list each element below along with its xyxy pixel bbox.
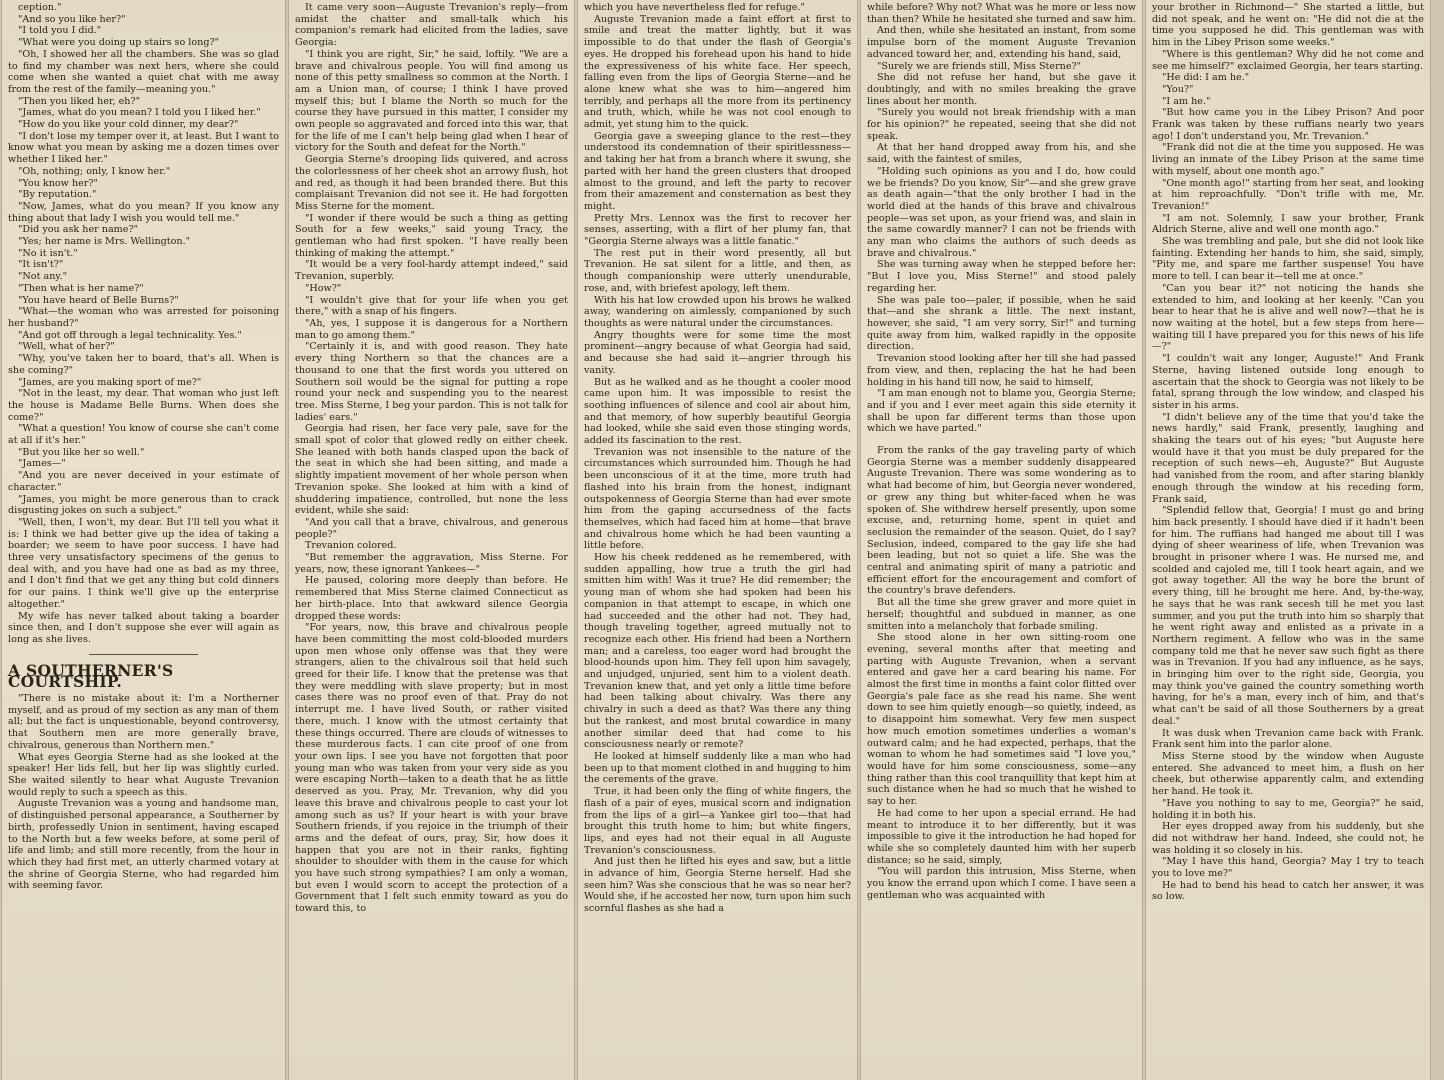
column-5: [1145, 0, 1431, 1080]
paragraph: "What—the woman who was arrested for poisoning her husband?": [8, 306, 279, 329]
paragraph: "James, you might be more generous than to crack disgusting jokes on such a subject.": [8, 493, 279, 517]
paragraph: your brother in Richmond—" She started a little, but did not speak, and he went on: "He did not die at the time you supposed he did. This gentleman was with him in the Libey Prison some weeks.": [1152, 2, 1424, 49]
paragraph: Angry thoughts were for some time the most prominent—angry because of what Georgia had said, and because she had said it—angrier through his vanity.: [584, 329, 851, 376]
paragraph: Her eyes dropped away from his suddenly, but she did not withdraw her hand. Indeed, she could not, he was holding it so closely in his.: [1152, 821, 1424, 856]
paragraph: She was trembling and pale, but she did not look like fainting. Extending her hands to him, she said, simply, "Pity me, and spare me farther suspense! You have more to tell. I can bear it—tell me at once.": [1152, 236, 1424, 283]
paragraph: "Then you liked her, eh?": [18, 95, 141, 107]
paragraph: "And you are never deceived in your estimate of character.": [8, 470, 279, 493]
paragraph: "But remember the aggravation, Miss Sterne. For years, now, these ignorant Yankees—": [295, 552, 568, 575]
paragraph: He paused, coloring more deeply than before. He remembered that Miss Sterne claimed Connecticut as her birth-place. Into that awkward silence Georgia dropped these words:: [295, 575, 568, 622]
paragraph: But as he walked and as he thought a cooler mood came upon him. It was impossible to resist the soothing influences of silence and cool air about him, and that memory, of how superbly beautiful Georgia had looked, while she said even those stinging words, added its fascination to the rest.: [584, 376, 851, 447]
paragraph: "And so you like her?": [18, 13, 126, 25]
column-1: [1, 0, 286, 1080]
paragraph: "Ah, yes, I suppose it is dangerous for a Northern man to go among them.": [295, 317, 568, 341]
paragraph: Georgia had risen, her face very pale, save for the small spot of color that glowed redly on either cheek. She leaned with both hands clasped upon the back of the seat in which she had been sitting, and made a slightly impatient movement of her whole person when Trevanion spoke. She looked at him with a kind of shuddering impatience, controlled, but none the less evident, while she said:: [295, 423, 568, 517]
paragraph: Pretty Mrs. Lennox was the first to recover her senses, asserting, with a flirt of her plumy fan, that "Georgia Sterne always was a little fanatic.": [584, 212, 851, 248]
paragraph: "You know her?": [18, 177, 98, 189]
paragraph: He looked at himself suddenly like a man who had been up to that moment clothed in and hugging to him the cerements of the grave.: [584, 751, 851, 786]
paragraph: "Yes; her name is Mrs. Wellington.": [18, 236, 191, 248]
paragraph: She was pale too—paler, if possible, when he said that—and she shrank a little. The next instant, however, she said, "I am very sorry, Sir!" and turning quite away from him, walked rapidly in the opposite direction.: [867, 294, 1136, 353]
paragraph: "Well, what of her?": [18, 341, 115, 353]
paragraph: My wife has never talked about taking a boarder since then, and I don't suppose she ever will again as long as she lives.: [8, 610, 279, 645]
article-headline: A SOUTHERNER'S COURTSHIP.: [8, 660, 174, 692]
paragraph: "I couldn't wait any longer, Auguste!" And Frank Sterne, having listened outside long enough to ascertain that the shock to Georgia was not likely to be fatal, sprang through the low window, and clasped his sister in his arms.: [1152, 353, 1424, 411]
paragraph: "You?": [1162, 83, 1194, 95]
section-break: [867, 435, 1136, 445]
paragraph: Miss Sterne stood by the window when Auguste entered. She advanced to meet him, a flush on her cheek, but otherwise apparently calm, and extending her hand. He took it.: [1152, 751, 1424, 798]
paragraph: And just then he lifted his eyes and saw, but a little in advance of him, Georgia Sterne herself. Had she seen him? Was she conscious that he was so near her? Would she, if he accosted her now, turn upon him such scornful flashes as she had a: [584, 856, 851, 915]
paragraph: "What were you doing up stairs so long?": [18, 37, 220, 49]
paragraph: "You have heard of Belle Burns?": [18, 294, 179, 306]
paragraph: Georgia Sterne's drooping lids quivered, and across the colorlessness of her cheek shot an arrowy flush, hot and red, as though it had been branded there. But this complaisant Trevanion did not see it. He had forgotten Miss Sterne for the moment.: [295, 154, 568, 212]
paragraph: "Certainly it is, and with good reason. They hate every thing Northern so that the chances are a thousand to one that the first words you uttered on Southern soil would be the signal for putting a rope round your neck and suspending you to the nearest tree. Miss Sterne, I beg your pardon. This is not talk for ladies' ears.": [295, 341, 568, 423]
paragraph: "I told you I did.": [18, 25, 102, 37]
paragraph: while before? Why not? What was he more or less now than then? While he hesitated she turned and saw him.: [867, 2, 1136, 25]
paragraph: "I don't lose my temper over it, at least. But I want to know what you mean by asking me a dozen times over whether I liked her.": [8, 130, 279, 166]
paragraph: "Well, then, I won't, my dear. But I'll tell you what it is: I think we had better give up the idea of taking a boarder; we seem to have poor success. I have had three very unsatisfactory specimens of the genus to deal with, and you have had one as bad as my three, and I don't find that we get any thing but cold dinners for our pains. I think we'll give up the enterprise altogether.": [8, 516, 279, 610]
paragraph: "May I have this hand, Georgia? May I try to teach you to love me?": [1152, 856, 1424, 880]
paragraph: "By reputation.": [18, 189, 97, 201]
paragraph: "You will pardon this intrusion, Miss Sterne, when you know the errand upon which I come. I have seen a gentleman who was acquainted with: [867, 866, 1136, 901]
paragraph: She did not refuse her hand, but she gave it doubtingly, and with no smiles breaking the grave lines about her month.: [867, 72, 1136, 107]
paragraph: "James—": [18, 458, 66, 470]
paragraph: He had come to her upon a special errand. He had meant to introduce it to her differently, but it was impossible to give it the introduction he had hoped for while she so completely daunted him with her superb distance; so he said, simply,: [867, 807, 1136, 866]
paragraph: "But you like her so well.": [18, 446, 145, 458]
paragraph: "Not in the least, my dear. That woman who just left the house is Madame Belle Burns. When does she come?": [8, 388, 279, 423]
column-3: [577, 0, 858, 1080]
paragraph: "I wouldn't give that for your life when you get there," with a snap of his fingers.: [295, 294, 568, 318]
paragraph: "Did you ask her name?": [18, 224, 139, 236]
paragraph: It came very soon—Auguste Trevanion's reply—from amidst the chatter and small-talk which his companion's remark had elicited from the ladies, save Georgia:: [295, 2, 568, 49]
paragraph: He had to bend his head to catch her answer, it was so low.: [1152, 879, 1424, 903]
paragraph: "James, are you making sport of me?": [18, 376, 202, 388]
paragraph: With his hat low crowded upon his brows he walked away, wandering on aimlessly, companioned by such thoughts as were natural under the circumstances.: [584, 294, 851, 329]
paragraph: "Surely we are friends still, Miss Sterne?": [877, 60, 1082, 72]
paragraph: Auguste Trevanion was a young and handsome man, of distinguished personal appearance, a Southerner by birth, professedly Union in sentiment, having escaped to the North but a few weeks before, at some peril of life and limb; and still more recently, from the hour in which they had first met, an utterly charmed votary at the shrine of Georgia Sterne, who had regarded him with seeming favor.: [8, 798, 279, 892]
paragraph: "I think you are right, Sir," he said, loftily. "We are a brave and chivalrous people. You will find among us none of this petty smallness so common at the North. I am a Union man, of course; I think I have proved myself this; but I blame the North so much for the course they have pursued in this matter, I consider my own people so aggravated and forced into this war, that for the life of me I can't help being glad when I hear of victory for the South and defeat for the North.": [295, 48, 568, 154]
paragraph: "Oh, nothing; only, I know her.": [18, 165, 171, 177]
paragraph: "It isn't?": [18, 259, 64, 271]
paragraph: "I am he.": [1162, 95, 1211, 107]
paragraph: which you have nevertheless fled for refuge.": [584, 2, 805, 13]
paragraph: The rest put in their word presently, all but Trevanion. He sat silent for a little, and then, as though companionship were utterly unendurable, rose, and, with briefest apology, left them.: [584, 247, 851, 294]
paragraph: "Where is this gentleman? Why did he not come and see me himself?" exclaimed Georgia, her tears starting.: [1152, 48, 1424, 72]
paragraph: How his cheek reddened as he remembered, with sudden appalling, how true a truth the girl had smitten him with! Was it true? He did remember; the young man of whom she had spoken had been his companion in that attempt to escape, in which one had succeeded and the other had not. They had, though traveling together, agreed mutually not to recognize each other. His friend had been a Northern man; and a careless, too eager word had brought the blood-hounds upon him. They fell upon him savagely, and unjudged, unjuried, sent him to a violent death. Trevanion knew that, and yet only a little time before had been talking about chivalry. Was there any chivalry in such a deed as that? Was there any thing but the rankest, and most brutal cowardice in many another similar deed that had come to his consciousness nearly or remote?: [584, 552, 851, 751]
paragraph: "I didn't believe any of the time that you'd take the news hardly," said Frank, presently, laughing and shaking the tears out of his eyes; "but Auguste here would have it that you must be duly prepared for the reception of such news—eh, Auguste?" But Auguste had vanished from the room, and after staring blankly enough through the window at his receding form, Frank said,: [1152, 411, 1424, 505]
section-divider: [89, 654, 197, 655]
paragraph: "Surely you would not break friendship with a man for his opinion?" he repeated, seeing that she did not speak.: [867, 107, 1136, 142]
paragraph: "James, what do you mean? I told you I liked her.": [18, 107, 261, 119]
column-2: [288, 0, 575, 1080]
paragraph: True, it had been only the fling of white fingers, the flash of a pair of eyes, musical scorn and indignation from the lips of a girl—a Yankee girl too—that had brought this truth home to him; but white fingers, lips, and eyes had not their equal in all Auguste Trevanion's consciousness.: [584, 786, 851, 856]
paragraph: Trevanion was not insensible to the nature of the circumstances which surrounded him. Though he had been unconscious of it at the time, more truth had flashed into his brain from the honest, indignant outspokenness of Georgia Sterne than had ever smote him from the gaping accursedness of the facts themselves, which had faced him at home—that brave and chivalrous home which he had been vaunting a little before.: [584, 446, 851, 552]
paragraph: "Have you nothing to say to me, Georgia?" he said, holding it in both his.: [1152, 797, 1424, 821]
paragraph: "Splendid fellow that, Georgia! I must go and bring him back presently. I should have died if it hadn't been for him. The ruffians had hanged me about till I was dying of sheer weariness of life, when Trevanion was brought in prisoner where I was. He nursed me, and scolded and cajoled me, till I took heart again, and we got away together. All the way he bore the brunt of every thing, till he brought me here. And, by-the-way, he says that he was rank secesh till he met you last summer, and you put the truth into him so sharply that he went right away and enlisted as a private in a Northern regiment. A fellow who was in the same company told me that he never saw such fight as there was in Trevanion. If you had any influence, as he says, in bringing him over to the right side, Georgia, you may think you've gained the country something worth having, for he's a man, every inch of him, and that's what can't be said of all those Southerners by a great deal.": [1152, 505, 1424, 727]
paragraph: "How do you like your cold dinner, my dear?": [18, 119, 239, 131]
paragraph: Trevanion colored.: [305, 540, 397, 552]
paragraph: "No it isn't.": [18, 247, 78, 259]
paragraph: Trevanion stood looking after her till she had passed from view, and then, replacing the hat he had been holding in his hand till now, he said to himself,: [867, 353, 1136, 388]
paragraph: Georgia gave a sweeping glance to the rest—they understood its condemnation of their spiritlessness—and taking her hat from a branch where it swung, she parted with her hand the green clusters that drooped almost to the ground, and left the party to recover from their amazement and consternation as best they might.: [584, 130, 851, 212]
paragraph: From the ranks of the gay traveling party of which Georgia Sterne was a member suddenly disappeared Auguste Trevanion. There was some wondering as to what had become of him, but Georgia never wondered, or grew any thing but whiter-faced when he was spoken of. She withdrew herself presently, upon some excuse, and, returning home, spent in quiet and seclusion the remainder of the season. Quiet, do I say? Seclusion, indeed, compared to the gay life she had been leading, but not so quiet a life. She was the central and animating spirit of many a patriotic and efficient effort for the encouragement and comfort of the country's brave defenders.: [867, 445, 1136, 597]
paragraph: "Frank did not die at the time you supposed. He was living an inmate of the Libey Prison at the same time with myself, about one month ago.": [1152, 142, 1424, 177]
paragraph: "Now, James, what do you mean? If you know any thing about that lady I wish you would tell me.": [8, 200, 279, 224]
paragraph: Auguste Trevanion made a faint effort at first to smile and treat the matter lightly, but it was impossible to do that under the flash of Georgia's eyes. He dropped his forehead upon his hand to hide the expressiveness of his white face. Her speech, falling even from the lips of Georgia Sterne—and he alone knew what she was to him—angered him terribly, and perhaps all the more from its pertinency and truth, which, while he was not cool enough to admit, yet stung him to the quick.: [584, 13, 851, 131]
paragraph: "Not any.": [18, 271, 67, 283]
paragraph: "How?": [305, 282, 342, 294]
paragraph: "Then what is her name?": [18, 282, 144, 294]
paragraph: At that her hand dropped away from his, and she said, with the faintest of smiles,: [867, 142, 1136, 166]
paragraph: "But how came you in the Libey Prison? And poor Frank was taken by these ruffians nearly two years ago! I don't understand you, Mr. Trevanion.": [1152, 107, 1424, 142]
paragraph: "I am man enough not to blame you, Georgia Sterne; and if you and I ever meet again this side eternity it shall be upon far different terms than those upon which we have parted.": [867, 388, 1136, 435]
paragraph: She stood alone in her own sitting-room one evening, several months after that meeting and parting with Auguste Trevanion, when a servant entered and gave her a card bearing his name. For almost the first time in months a faint color flitted over Georgia's pale face as she read his name. She went down to see him quietly enough—so quietly, indeed, as to disappoint him somewhat. Very few men suspect how much emotion sometimes underlies a woman's outward calm; and he had expected, perhaps, that the woman to whom he had sometimes said "I love you," would have for him some consciousness, some—any thing rather than this cool tranquillity that kept him at such distance when he had so much that he wished to say to her.: [867, 632, 1136, 808]
paragraph: "I wonder if there would be such a thing as getting South for a few weeks," said young Tracy, the gentleman who had first spoken. "I have really been thinking of making the attempt.": [295, 212, 568, 259]
paragraph: "Holding such opinions as you and I do, how could we be friends? Do you know, Sir"—and she grew grave as death again—"that the only brother I had in the world died at the hands of this brave and chivalrous people—was set upon, as your friend was, and slain in the same cowardly manner? I can not be friends with any man who claims the authors of such deeds as brave and chivalrous.": [867, 165, 1136, 259]
paragraph: She was turning away when he stepped before her: "But I love you, Miss Sterne!" and stood palely regarding her.: [867, 259, 1136, 294]
paragraph: It was dusk when Trevanion came back with Frank. Frank sent him into the parlor alone.: [1152, 727, 1424, 751]
paragraph: "What a question! You know of course she can't come at all if it's her.": [8, 423, 279, 447]
paragraph: What eyes Georgia Sterne had as she looked at the speaker! Her lids fell, but her lip was slightly curled. She waited silently to hear what Auguste Trevanion would reply to such a speech as this.: [8, 751, 279, 798]
paragraph: "For years, now, this brave and chivalrous people have been committing the most cold-blooded murders upon men whose only offense was that they were strangers, alien to the chivalrous soil that held such greed for their life. I know that the pretense was that they were meddling with slave property; but in most cases there was no proof even of that. Pray do not interrupt me. I have lived South, or rather visited there, much. I know with the utmost certainty that these things occurred. There are clouds of witnesses to these murderous facts. I can cite proof of one from your own lips. I see you have not forgotten that poor young man who was taken from your very side as you were escaping North—taken to a death that he as little deserved as you. Pray, Mr. Trevanion, why did you leave this brave and chivalrous people to cast your lot among such as us? If your heart is with your brave Southern friends, if you rejoice in the triumph of their arms and the defeat of ours, pray, Sir, how does it happen that you are not in their ranks, fighting shoulder to shoulder with them in the cause for which you have such strong sympathies? I am only a woman, but even I would scorn to accept the protection of a Government that I felt such enmity toward as you do toward this, to: [295, 622, 568, 915]
paragraph: "There is no mistake about it: I'm a Northerner myself, and as proud of my section as any man of them all; but the fact is unquestionable, beyond controversy, that Southern men are more generally brave, chivalrous, generous than Northern men.": [8, 693, 279, 751]
paragraph: "Can you bear it?" not noticing the hands she extended to him, and looking at her keenly. "Can you bear to hear that he is alive and well now?—that he is now waiting at the hotel, but a few steps from here—waiting till I have prepared you for this news of his life—?": [1152, 282, 1424, 353]
paragraph: ception.": [18, 2, 62, 13]
column-4: [860, 0, 1143, 1080]
paragraph: But all the time she grew graver and more quiet in herself; thoughtful and subdued in manner, as one smitten into a melancholy that forbade smiling.: [867, 597, 1136, 632]
paragraph: "And got off through a legal technicality. Yes.": [18, 329, 242, 341]
paragraph: "One month ago!" starting from her seat, and looking at him reproachfully. "Don't trifle with me, Mr. Trevanion!": [1152, 177, 1424, 212]
paragraph: "Why, you've taken her to board, that's all. When is she coming?": [8, 353, 279, 376]
paragraph: "And you call that a brave, chivalrous, and generous people?": [295, 516, 568, 540]
paragraph: "Oh, I showed her all the chambers. She was so glad to find my chamber was next hers, where she could come when she wanted a quiet chat with me away from the rest of the family—meaning you.": [8, 48, 279, 95]
paragraph: And then, while she hesitated an instant, from some impulse born of the moment Auguste Trevanion advanced toward her, and, extending his hand, said,: [867, 25, 1136, 60]
paragraph: "I am not. Solemnly, I saw your brother, Frank Aldrich Sterne, alive and well one month ago.": [1152, 212, 1424, 236]
paragraph: "He did: I am he.": [1162, 72, 1250, 84]
paragraph: "It would be a very fool-hardy attempt indeed," said Trevanion, superbly.: [295, 259, 568, 283]
